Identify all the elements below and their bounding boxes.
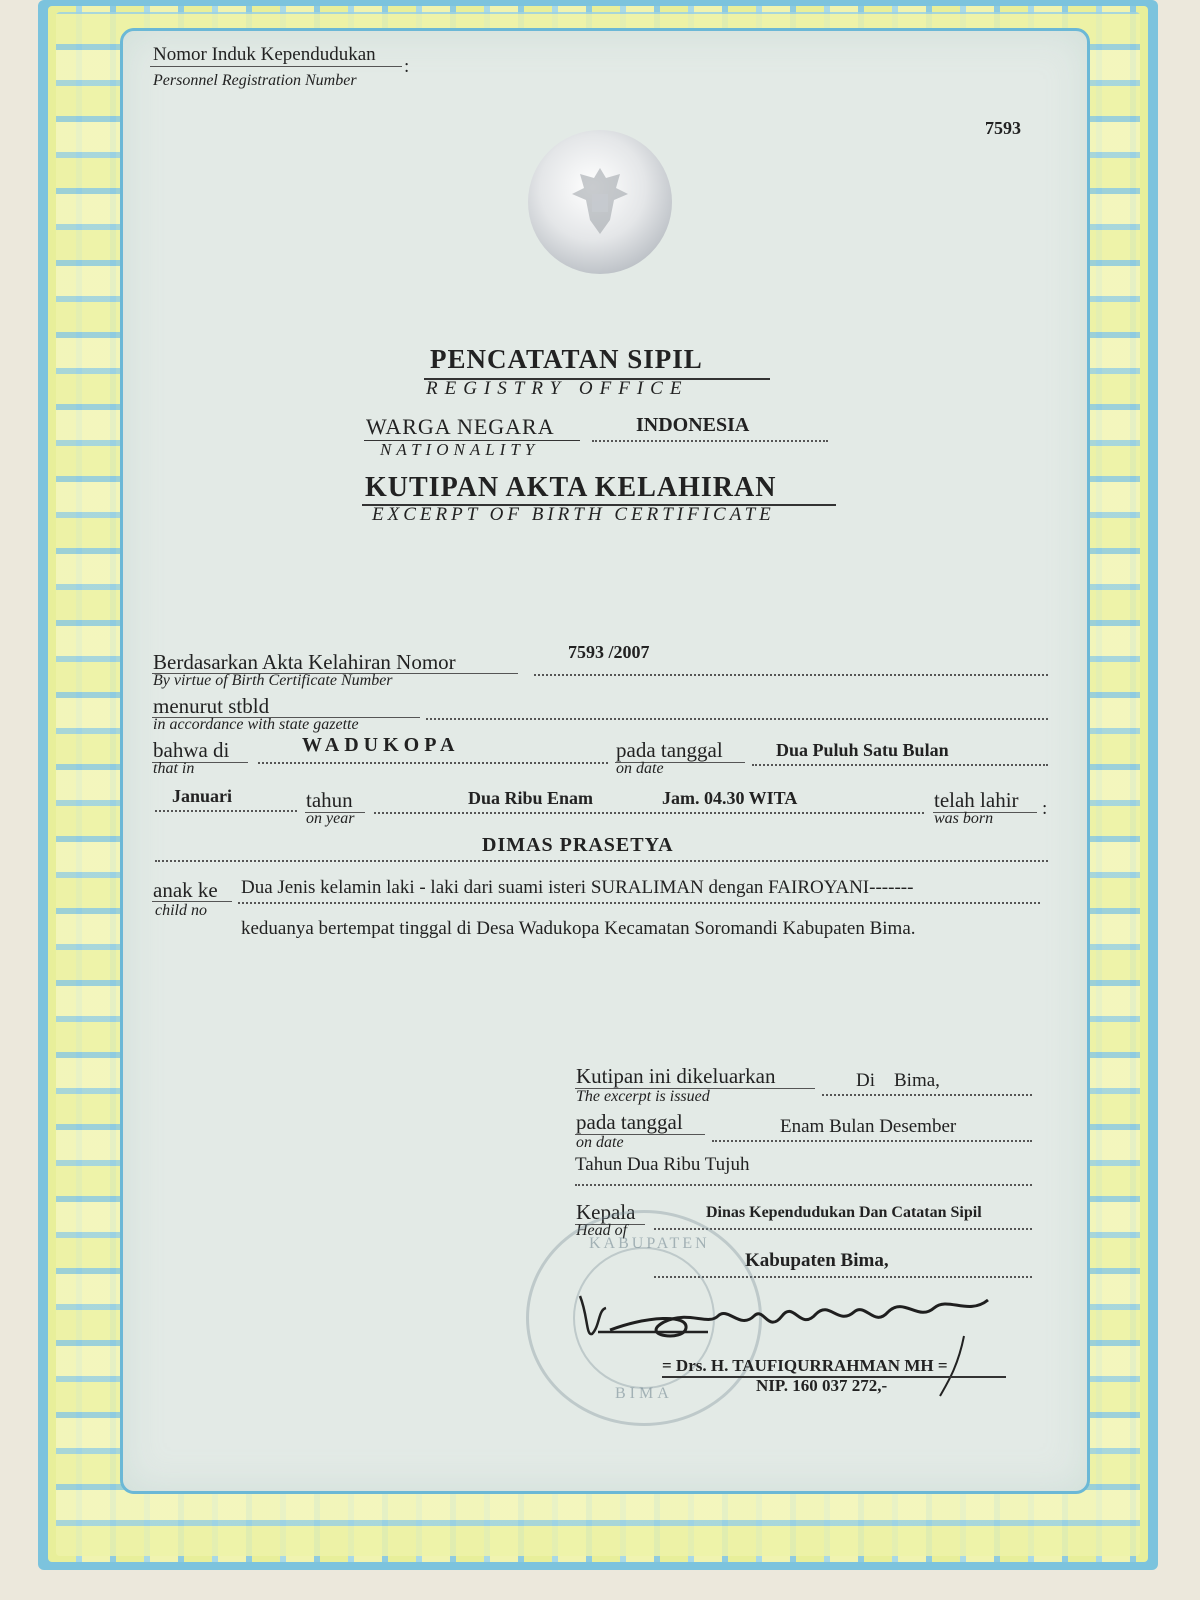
stbld-label-en: in accordance with state gazette xyxy=(153,716,359,733)
issued-place-dots xyxy=(822,1094,1032,1096)
birth-date-label-en: on date xyxy=(616,760,664,777)
nationality-value: INDONESIA xyxy=(636,414,750,436)
issued-date-label: pada tanggal xyxy=(576,1110,683,1134)
birth-year-dots xyxy=(374,812,924,814)
child-no-label-en: child no xyxy=(155,902,207,919)
child-no-label: anak ke xyxy=(153,878,218,902)
official-nip: NIP. 160 037 272,- xyxy=(756,1376,888,1395)
nationality-dots xyxy=(592,440,828,442)
born-label: telah lahir xyxy=(934,788,1019,812)
stbld-dots xyxy=(426,718,1048,720)
cert-number-value: 7593 /2007 xyxy=(568,642,650,662)
birth-date-value: Dua Puluh Satu Bulan xyxy=(776,740,949,760)
birth-time-value: Jam. 04.30 WITA xyxy=(662,788,798,808)
child-details-line2: keduanya bertempat tinggal di Desa Wadukopa Kecamatan Soromandi Kabupaten Bima. xyxy=(241,918,916,939)
garuda-seal-hologram xyxy=(528,130,672,274)
issued-date-dots xyxy=(712,1140,1032,1142)
issued-year: Tahun Dua Ribu Tujuh xyxy=(575,1154,750,1175)
serial-number: 7593 xyxy=(985,118,1021,138)
place-label-en: that in xyxy=(153,760,195,777)
head-label-en: Head of xyxy=(576,1222,628,1239)
issued-year-dots xyxy=(575,1184,1032,1186)
child-name: DIMAS PRASETYA xyxy=(482,834,674,856)
child-details-dots xyxy=(238,902,1040,904)
issued-label-en: The excerpt is issued xyxy=(576,1088,710,1105)
head-region: Kabupaten Bima, xyxy=(745,1250,889,1271)
birth-month-dots xyxy=(155,810,297,812)
place-label: bahwa di xyxy=(153,738,230,762)
child-details-line1: Dua Jenis kelamin laki - laki dari suami isteri SURALIMAN dengan FAIROYANI------- xyxy=(241,877,914,898)
birth-year-label-en: on year xyxy=(306,810,355,827)
head-office: Dinas Kependudukan Dan Catatan Sipil xyxy=(706,1204,982,1221)
garuda-icon xyxy=(568,164,632,240)
cert-number-dots xyxy=(534,674,1048,676)
place-value: WADUKOPA xyxy=(302,734,460,756)
office-subtitle: REGISTRY OFFICE xyxy=(426,378,689,399)
nik-label: Nomor Induk Kependudukan xyxy=(153,44,376,65)
document-title: KUTIPAN AKTA KELAHIRAN xyxy=(365,472,777,503)
nationality-label: WARGA NEGARA xyxy=(366,414,555,439)
stbld-label: menurut stbld xyxy=(153,694,270,718)
document-subtitle: EXCERPT OF BIRTH CERTIFICATE xyxy=(372,504,775,525)
head-label: Kepala xyxy=(576,1200,636,1224)
birth-year-value: Dua Ribu Enam xyxy=(468,788,594,808)
office-title: PENCATATAN SIPIL xyxy=(430,344,703,374)
issued-date-value: Enam Bulan Desember xyxy=(780,1116,957,1137)
cert-number-label-en: By virtue of Birth Certificate Number xyxy=(153,672,393,689)
birth-month-value: Januari xyxy=(172,786,233,806)
nationality-label-en: NATIONALITY xyxy=(380,440,540,459)
place-dots xyxy=(258,762,608,764)
cert-number-label: Berdasarkan Akta Kelahiran Nomor xyxy=(153,650,456,674)
child-name-dots xyxy=(155,860,1048,862)
issued-label: Kutipan ini dikeluarkan xyxy=(576,1064,776,1088)
official-name: = Drs. H. TAUFIQURRAHMAN MH = xyxy=(662,1356,948,1375)
issued-place: Di Bima, xyxy=(856,1070,940,1091)
stamp-text-bottom: BIMA xyxy=(615,1385,673,1402)
born-label-en: was born xyxy=(934,810,994,827)
nik-label-en: Personnel Registration Number xyxy=(153,72,357,89)
born-colon: : xyxy=(1042,798,1048,819)
nik-colon: : xyxy=(404,56,410,77)
issued-date-label-en: on date xyxy=(576,1134,624,1151)
birth-year-label: tahun xyxy=(306,788,353,812)
birth-date-dots xyxy=(752,764,1048,766)
nik-underline xyxy=(150,66,402,67)
birth-date-label: pada tanggal xyxy=(616,738,723,762)
stamp-text-top: KABUPATEN xyxy=(589,1235,710,1252)
